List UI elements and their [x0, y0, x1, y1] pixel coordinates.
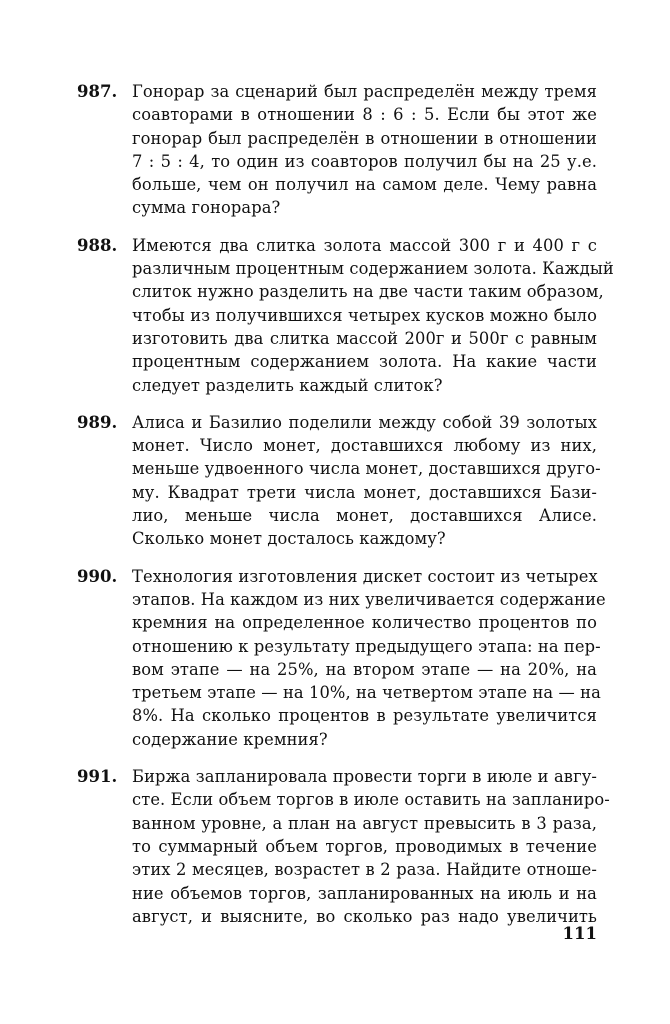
text-line: процентным содержанием золота. На какие части	[132, 352, 597, 372]
text-line: монет. Число монет, доставшихся любому из них,	[132, 436, 597, 456]
problem-989	[77, 411, 601, 551]
text-line: ние объемов торгов, запланированных на июль и на	[132, 883, 597, 903]
problem-987	[77, 80, 597, 220]
text-line: Алиса и Базилио поделили между собой 39 золотых	[132, 412, 597, 432]
page-number: 111	[562, 924, 597, 943]
text-line: содержание кремния?	[132, 729, 328, 749]
text-line: сте. Если объем торгов в июле оставить на запланиро-	[132, 790, 610, 810]
text-line: Сколько монет досталось каждому?	[132, 529, 446, 549]
problem-text	[132, 411, 601, 551]
text-line: август, и выясните, во сколько раз надо увеличить	[132, 906, 597, 926]
text-line: меньше удвоенного числа монет, доставшихся друго-	[132, 459, 601, 479]
text-line: лио, меньше числа монет, доставшихся Алисе.	[132, 506, 597, 526]
problem-988	[77, 234, 614, 397]
problem-number: 988.	[77, 235, 118, 255]
text-line: то суммарный объем торгов, проводимых в течение	[132, 836, 597, 856]
text-line: Имеются два слитка золота массой 300 г и 400 г с	[132, 235, 597, 255]
problem-number: 991.	[77, 767, 118, 787]
problem-number: 987.	[77, 82, 118, 101]
text-line: различным процентным содержанием золота. Каждый	[132, 259, 614, 279]
text-line: больше, чем он получил на самом деле. Чему равна	[132, 175, 597, 195]
text-line: Гонорар за сценарий был распределён между тремя	[132, 82, 597, 101]
problem-text	[132, 80, 597, 220]
problem-number: 989.	[77, 412, 118, 432]
text-line: изготовить два слитка массой 200г и 500г с равным	[132, 328, 597, 348]
text-line: кремния на определенное количество процентов по	[132, 613, 597, 633]
text-line: следует разделить каждый слиток?	[132, 375, 443, 395]
text-line: ванном уровне, а план на август превысить в 3 раза,	[132, 813, 597, 833]
problem-text	[132, 234, 614, 397]
text-line: му. Квадрат трети числа монет, доставшихся Бази-	[132, 482, 597, 502]
problem-991	[77, 765, 610, 928]
problem-990	[77, 565, 606, 751]
text-line: Технология изготовления дискет состоит из четырех	[132, 566, 598, 586]
text-line: 7 : 5 : 4, то один из соавторов получил бы на 25 у.е.	[132, 151, 597, 171]
text-line: сумма гонорара?	[132, 198, 281, 218]
text-line: вом этапе — на 25%, на втором этапе — на 20%, на	[132, 659, 597, 679]
text-line: этапов. На каждом из них увеличивается содержание	[132, 589, 606, 609]
problem-text	[132, 765, 610, 928]
text-line: соавторами в отношении 8 : 6 : 5. Если бы этот же	[132, 105, 597, 125]
problem-text	[132, 565, 606, 751]
problem-number: 990.	[77, 566, 118, 586]
text-line: этих 2 месяцев, возрастет в 2 раза. Найдите отноше-	[132, 860, 597, 880]
page-content	[77, 80, 614, 942]
text-line: слиток нужно разделить на две части таким образом,	[132, 282, 604, 302]
text-line: Биржа запланировала провести торги в июле и авгу-	[132, 767, 597, 787]
text-line: чтобы из получившихся четырех кусков можно было	[132, 305, 597, 325]
text-line: отношению к результату предыдущего этапа: на пер-	[132, 636, 601, 656]
text-line: третьем этапе — на 10%, на четвертом этапе на — на	[132, 683, 601, 703]
text-line: гонорар был распределён в отношении в отношении	[132, 128, 597, 148]
text-line: 8%. На сколько процентов в результате увеличится	[132, 706, 597, 726]
